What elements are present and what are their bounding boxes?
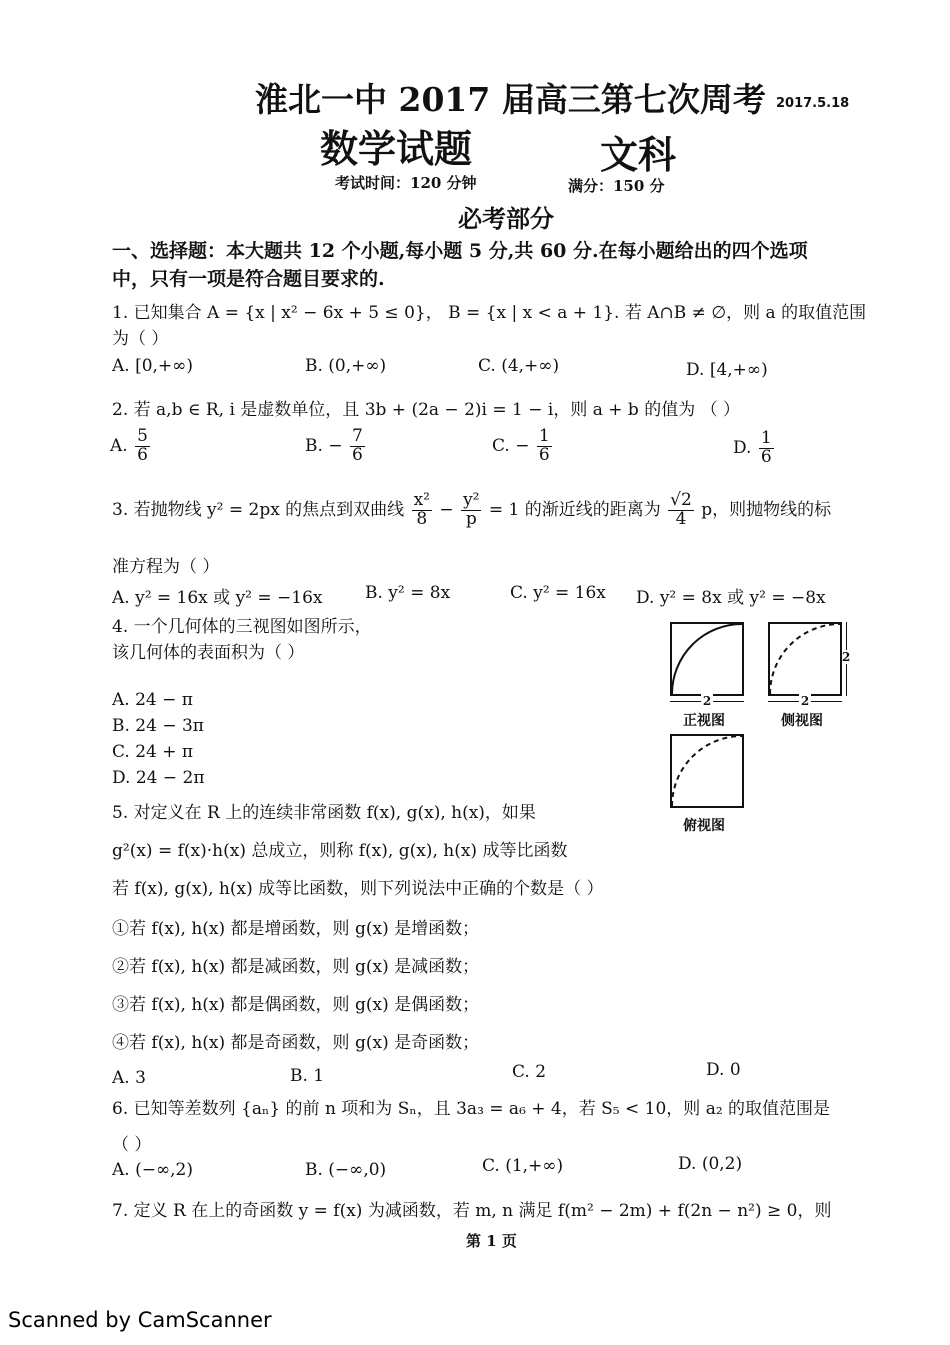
question-6-option-b: B. (−∞,0) — [305, 1160, 387, 1180]
question-6-option-a: A. (−∞,2) — [112, 1160, 193, 1180]
question-3-option-c: C. y² = 16x — [510, 583, 606, 603]
question-7-stem: 7. 定义 R 在上的奇函数 y = f(x) 为减函数，若 m, n 满足 f(m² − 2m) + f(2n − n²) ≥ 0，则 — [112, 1201, 832, 1221]
school-title: 淮北一中 2017 届高三第七次周考 — [255, 80, 766, 119]
question-5-option-b: B. 1 — [290, 1066, 325, 1086]
subject-title: 数学试题 — [320, 126, 473, 171]
question-6-option-d: D. (0,2) — [678, 1154, 743, 1174]
question-1-option-c: C. (4,+∞) — [478, 356, 560, 376]
question-4-stem: 4. 一个几何体的三视图如图所示， — [112, 617, 372, 637]
question-4-stem-line2: 该几何体的表面积为（ ） — [112, 643, 305, 663]
question-4-option-a: A. 24 − π — [112, 690, 193, 710]
section-heading: 一、选择题：本大题共 12 个小题,每小题 5 分,共 60 分.在每小题给出的四个选项 — [112, 240, 808, 262]
question-3-stem: 3. 若抛物线 y² = 2px 的焦点到双曲线 $\frac{\text{x²}}{8}$ − $\frac{\text{y²}}{p}$ = 1 的渐近线的距离为 $\frac{√2}{4}$ p，则抛物线的标 — [112, 490, 832, 529]
question-5-stem: 5. 对定义在 R 上的连续非常函数 f(x), g(x), h(x)，如果 — [112, 803, 536, 823]
top-view — [670, 734, 744, 808]
question-5-statement-2: ②若 f(x), h(x) 都是减函数，则 g(x) 是减函数； — [112, 957, 480, 977]
question-2-option-c: C. − $\frac{1}{6}$ — [492, 426, 550, 465]
question-5-option-a: A. 3 — [112, 1068, 146, 1088]
exam-time: 考试时间：120 分钟 — [335, 174, 477, 192]
question-2-option-a: A. $\frac{5}{6}$ — [110, 426, 148, 465]
top-view-arc — [672, 736, 742, 806]
question-6-stem-line2: （ ） — [112, 1135, 152, 1155]
question-2-stem: 2. 若 a,b ∈ R, i 是虚数单位，且 3b + (2a − 2)i = 1 − i，则 a + b 的值为 （ ） — [112, 400, 741, 420]
side-view-arc — [770, 624, 840, 694]
question-5-stem-line2: g²(x) = f(x)·h(x) 总成立，则称 f(x), g(x), h(x) 成等比函数 — [112, 841, 568, 861]
question-5-statement-4: ④若 f(x), h(x) 都是奇函数，则 g(x) 是奇函数； — [112, 1033, 480, 1053]
full-score: 满分：150 分 — [568, 177, 665, 195]
question-3-option-d: D. y² = 8x 或 y² = −8x — [636, 588, 826, 608]
scanner-watermark: Scanned by CamScanner — [8, 1308, 272, 1332]
question-4-option-d: D. 24 − 2π — [112, 768, 205, 788]
front-view-label: 正视图 — [683, 713, 725, 729]
track-title: 文科 — [600, 132, 677, 177]
front-view-dimension: 2 — [670, 694, 744, 708]
question-5-stem-line3: 若 f(x), g(x), h(x) 成等比函数，则下列说法中正确的个数是（ ） — [112, 879, 604, 899]
question-2-option-d: D. $\frac{1}{6}$ — [733, 428, 772, 467]
side-view-label: 侧视图 — [781, 713, 823, 729]
question-5-option-c: C. 2 — [512, 1062, 547, 1082]
question-3-stem-line2: 准方程为（ ） — [112, 557, 220, 577]
question-3-option-a: A. y² = 16x 或 y² = −16x — [112, 588, 323, 608]
question-1-stem-line2: 为（ ） — [112, 329, 169, 349]
question-6-option-c: C. (1,+∞) — [482, 1156, 564, 1176]
side-view — [768, 622, 842, 696]
front-view-arc — [672, 624, 742, 694]
question-1-stem: 1. 已知集合 A = {x | x² − 6x + 5 ≤ 0}， B = {x | x < a + 1}. 若 A∩B ≠ ∅，则 a 的取值范围 — [112, 303, 867, 323]
part-title: 必考部分 — [458, 204, 554, 233]
question-3-option-b: B. y² = 8x — [365, 583, 451, 603]
question-4-option-b: B. 24 − 3π — [112, 716, 204, 736]
question-4-option-c: C. 24 + π — [112, 742, 194, 762]
question-6-stem: 6. 已知等差数列 {aₙ} 的前 n 项和为 Sₙ，且 3a₃ = a₆ + 4，若 S₅ < 10，则 a₂ 的取值范围是 — [112, 1099, 831, 1119]
front-view — [670, 622, 744, 696]
question-5-statement-3: ③若 f(x), h(x) 都是偶函数，则 g(x) 是偶函数； — [112, 995, 480, 1015]
exam-date: 2017.5.18 — [776, 96, 850, 111]
question-1-option-a: A. [0,+∞) — [112, 356, 193, 376]
question-1-option-d: D. [4,+∞) — [686, 360, 768, 380]
question-5-statement-1: ①若 f(x), h(x) 都是增函数，则 g(x) 是增函数； — [112, 919, 480, 939]
question-1-option-b: B. (0,+∞) — [305, 356, 387, 376]
section-heading-line2: 中，只有一项是符合题目要求的. — [112, 268, 385, 290]
question-2-option-b: B. − $\frac{7}{6}$ — [305, 426, 363, 465]
top-view-label: 俯视图 — [683, 818, 725, 834]
page-number: 第 1 页 — [466, 1232, 517, 1250]
side-view-height-dimension: 2 — [842, 622, 854, 696]
side-view-width-dimension: 2 — [768, 694, 842, 708]
question-5-option-d: D. 0 — [706, 1060, 741, 1080]
